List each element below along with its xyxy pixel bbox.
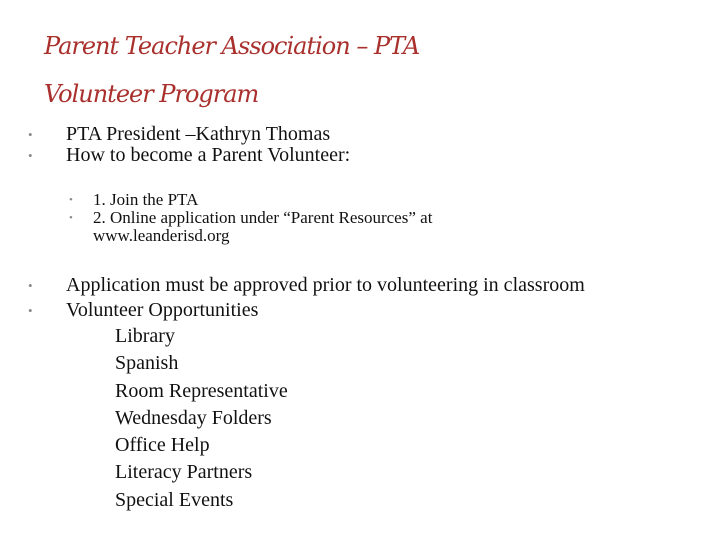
opportunity-item: Special Events [115, 488, 234, 511]
bullet-dot-icon: • [28, 278, 33, 293]
bullet-item-how-to [0, 145, 720, 166]
opportunity-item: Room Representative [115, 379, 288, 402]
opportunity-item: Wednesday Folders [115, 406, 272, 429]
opportunity-item: Literacy Partners [115, 461, 253, 484]
opportunity-list [0, 323, 720, 514]
title-line-1: Parent Teacher Association – PTA [44, 32, 420, 60]
sub-bullet-application [0, 209, 720, 245]
bullet-text: PTA President –Kathryn Thomas [66, 123, 331, 145]
opportunity-item: Office Help [115, 434, 210, 457]
bullet-dot-icon: • [69, 194, 73, 206]
title-line-2: Volunteer Program [44, 80, 259, 108]
bullet-item-approval [0, 275, 720, 296]
bullet-dot-icon: • [28, 303, 33, 318]
spacer [0, 245, 720, 275]
sub-bullet-text: 2. Online application under “Parent Resources” at www.leanderisd.org [93, 208, 433, 245]
bullet-text: How to become a Parent Volunteer: [66, 144, 351, 166]
bullet-dot-icon: • [28, 127, 33, 142]
bullet-list [0, 124, 720, 514]
bullet-text: Volunteer Opportunities [66, 299, 259, 321]
bullet-item-opportunities [0, 300, 720, 321]
bullet-dot-icon: • [28, 148, 33, 163]
opportunity-item: Library [115, 325, 175, 347]
sub-bullet-text: 1. Join the PTA [93, 190, 199, 209]
spacer [0, 166, 720, 191]
slide-title [44, 22, 684, 118]
sub-bullet-join [0, 191, 720, 209]
bullet-item-president [0, 124, 720, 145]
bullet-dot-icon: • [69, 212, 73, 224]
opportunity-item: Spanish [115, 352, 179, 375]
bullet-text: Application must be approved prior to volunteering in classroom [66, 274, 585, 296]
